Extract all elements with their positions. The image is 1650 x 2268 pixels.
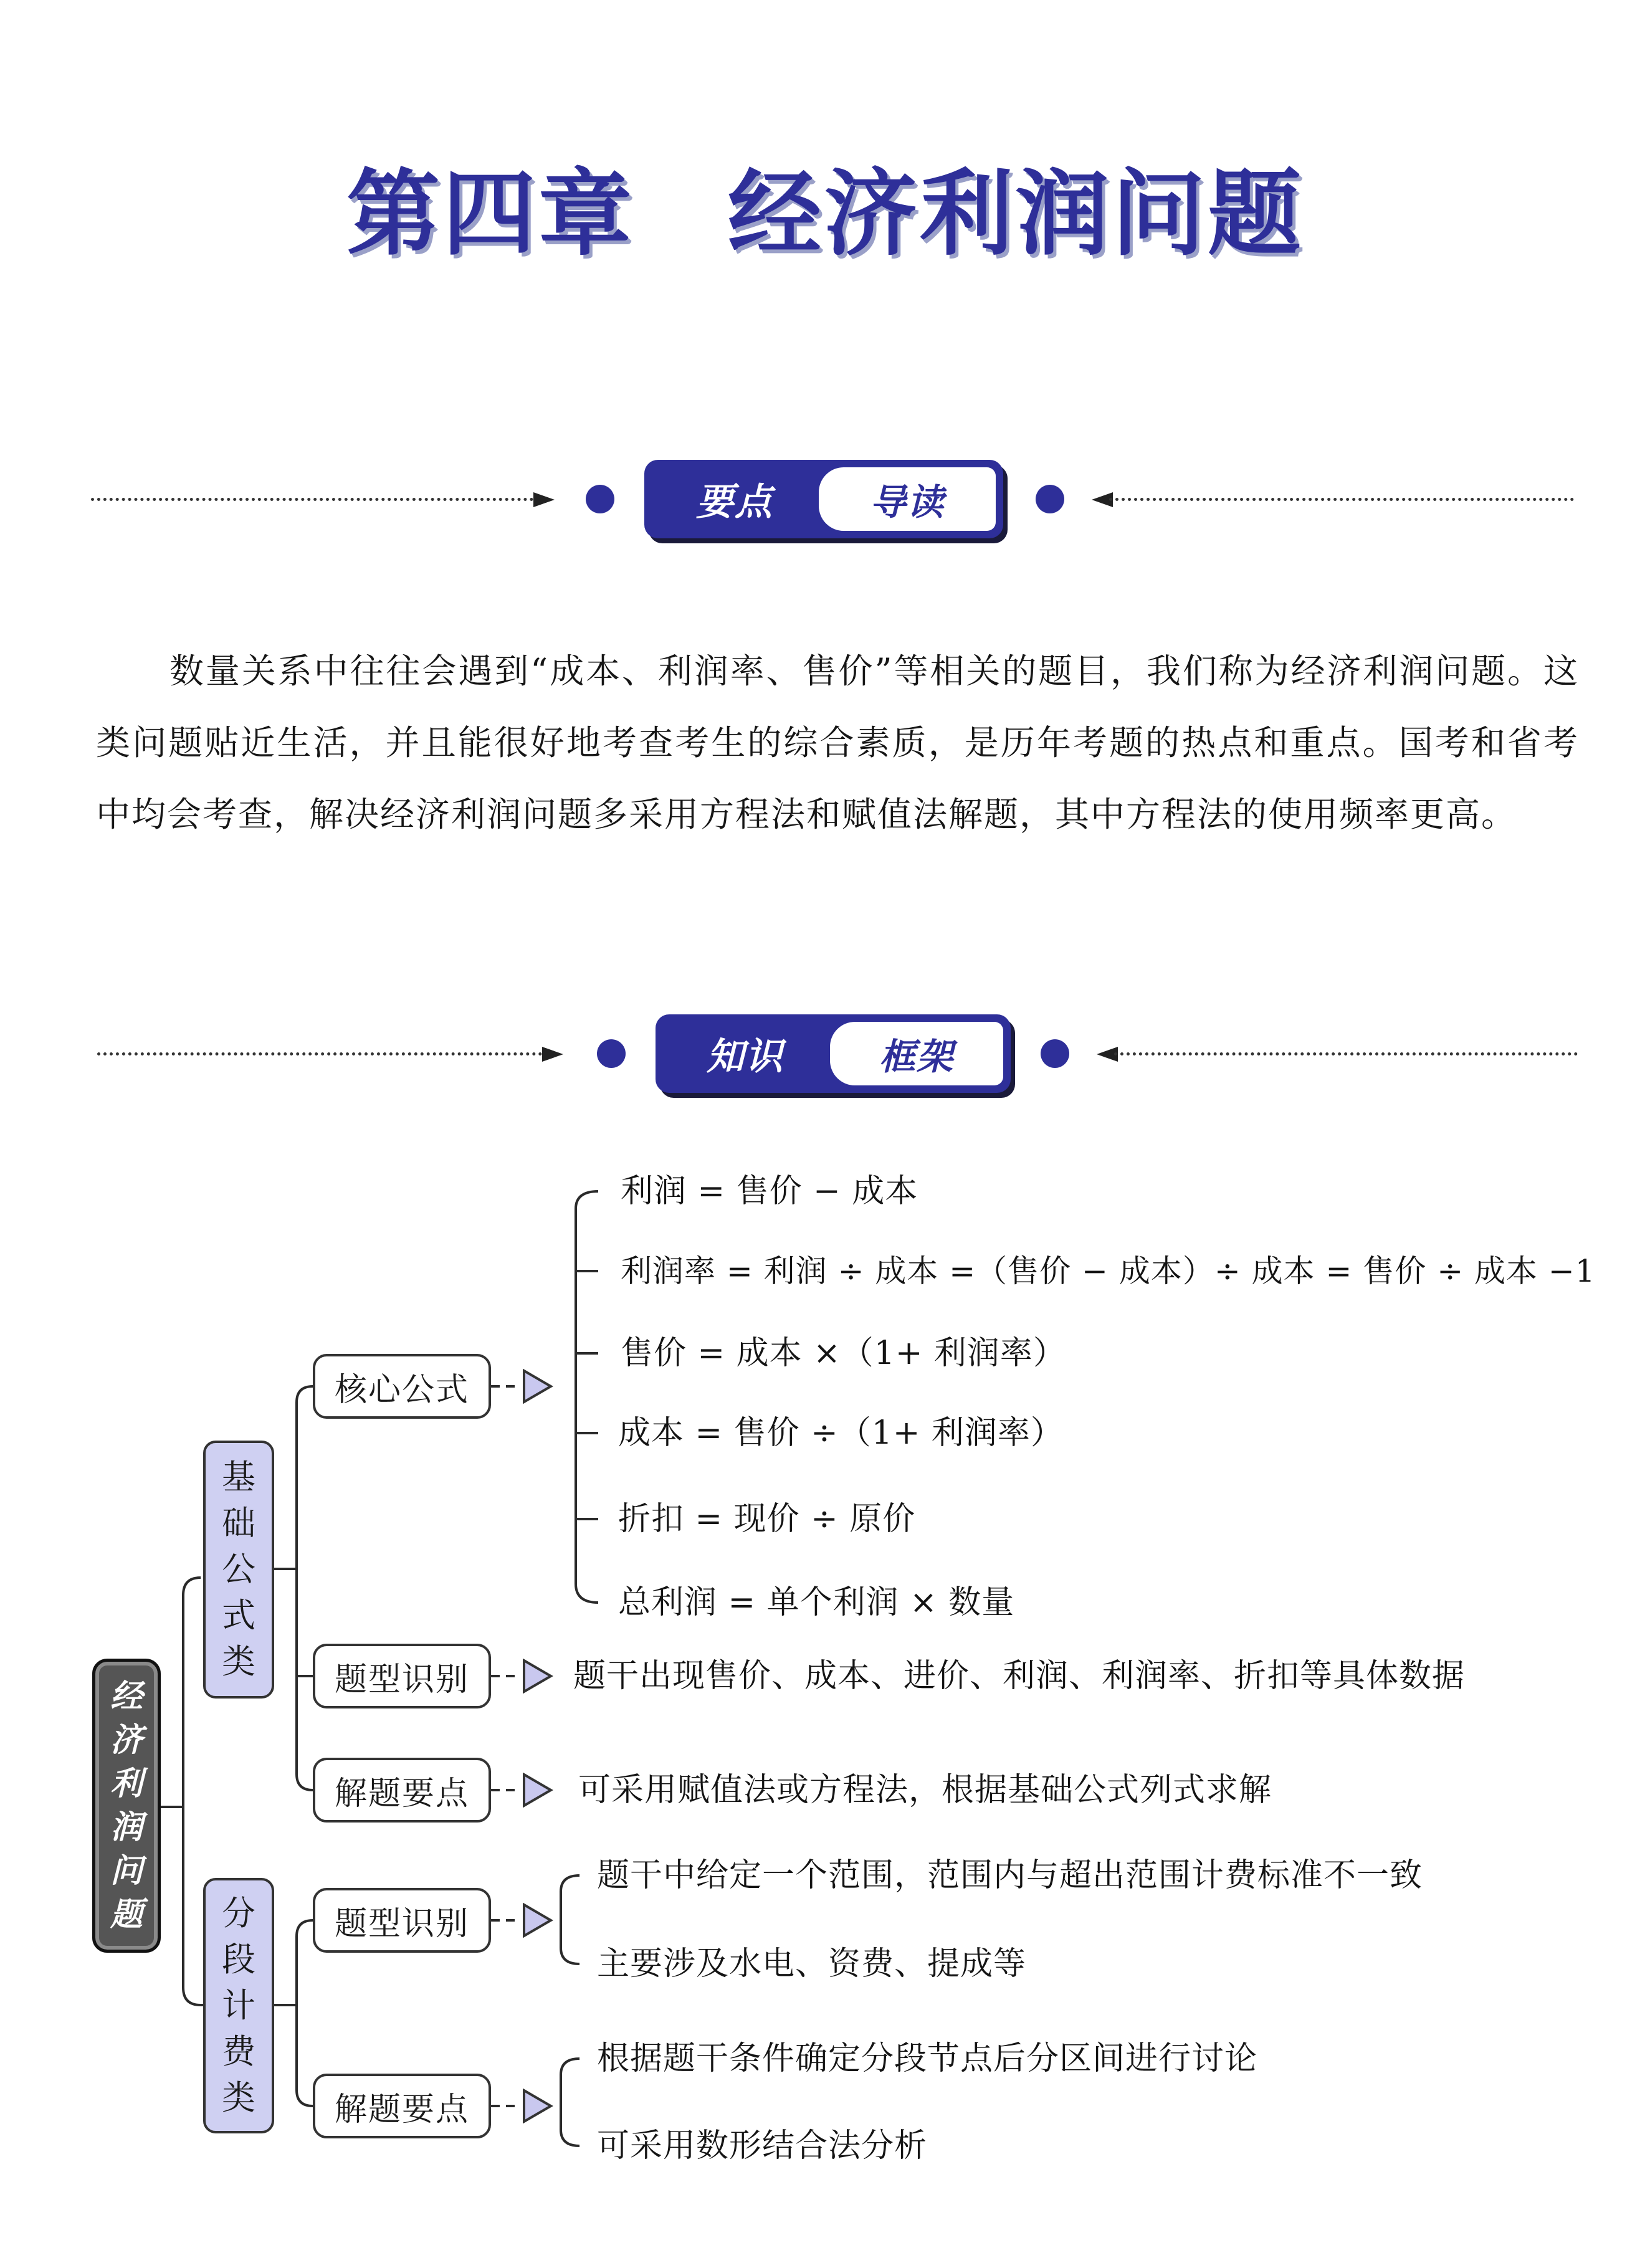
- identify-text: 主要涉及水电、资费、提成等: [597, 1945, 1027, 1983]
- solve-text: 可采用赋值法或方程法，根据基础公式列式求解: [578, 1771, 1272, 1809]
- badge-label-right: 导读: [819, 467, 996, 531]
- identify-text: 题干中给定一个范围，范围内与超出范围计费标准不一致: [597, 1857, 1423, 1894]
- category-char: 计: [222, 1986, 255, 2025]
- category-char: 类: [222, 2078, 255, 2117]
- formula-item: 成本 = 售价 ÷（1+ 利润率）: [618, 1414, 1064, 1452]
- category-char: 类: [222, 1642, 255, 1681]
- triangle-arrow-icon: [522, 1659, 553, 1694]
- category-char: 费: [222, 2032, 255, 2071]
- triangle-arrow-icon: [522, 1369, 553, 1404]
- triangle-arrow-icon: [522, 1903, 553, 1938]
- identify-text: 题干出现售价、成本、进价、利润、利润率、折扣等具体数据: [573, 1657, 1466, 1695]
- root-char: 利: [110, 1765, 143, 1803]
- badge-label-left: 要点: [696, 480, 773, 524]
- category-char: 公: [222, 1550, 255, 1589]
- triangle-arrow-icon: [522, 1773, 553, 1808]
- badge-label-right: 框架: [830, 1022, 1003, 1085]
- node-type-identify: 题型识别: [313, 1644, 491, 1708]
- chapter-name: 经济利润问题: [728, 159, 1304, 269]
- category-basic-formula: [203, 1441, 274, 1699]
- formula-item: 总利润 = 单个利润 × 数量: [618, 1584, 1015, 1621]
- formula-item: 售价 = 成本 ×（1+ 利润率）: [621, 1335, 1066, 1372]
- category-char: 础: [222, 1503, 255, 1543]
- category-char: 分: [222, 1894, 255, 1933]
- node-type-identify: 题型识别: [313, 1888, 491, 1953]
- formula-item: 折扣 = 现价 ÷ 原价: [618, 1500, 916, 1538]
- root-char: 经: [110, 1678, 143, 1715]
- category-char: 式: [222, 1596, 255, 1635]
- chapter-number: 第四章: [346, 159, 634, 269]
- solve-text: 可采用数形结合法分析: [597, 2127, 928, 2165]
- category-char: 段: [222, 1940, 255, 1979]
- category-segmented-billing: [203, 1878, 274, 2133]
- node-core-formula: 核心公式: [313, 1354, 491, 1419]
- root-char: 济: [110, 1722, 143, 1759]
- root-char: 润: [110, 1809, 143, 1846]
- solve-text: 根据题干条件确定分段节点后分区间进行讨论: [597, 2040, 1258, 2077]
- root-char: 题: [110, 1896, 143, 1933]
- intro-paragraph: 数量关系中往往会遇到“成本、利润率、售价”等相关的题目，我们称为经济利润问题。这类问题贴近生活，并且能很好地考查考生的综合素质，是历年考题的热点和重点。国考和省考中均会考查，解决经济利润问题多采用方程法和赋值法解题，其中方程法的使用频率更高。: [96, 651, 1579, 834]
- root-char: 问: [110, 1852, 143, 1890]
- category-char: 基: [222, 1457, 255, 1497]
- node-solve-points: 解题要点: [313, 1758, 491, 1822]
- badge-label-left: 知识: [707, 1035, 784, 1079]
- node-solve-points: 解题要点: [313, 2074, 491, 2138]
- formula-item: 利润 = 售价 − 成本: [621, 1173, 918, 1210]
- mindmap-root: [92, 1659, 161, 1953]
- formula-item: 利润率 = 利润 ÷ 成本 =（售价 − 成本）÷ 成本 = 售价 ÷ 成本 −1: [621, 1253, 1596, 1289]
- triangle-arrow-icon: [522, 2089, 553, 2123]
